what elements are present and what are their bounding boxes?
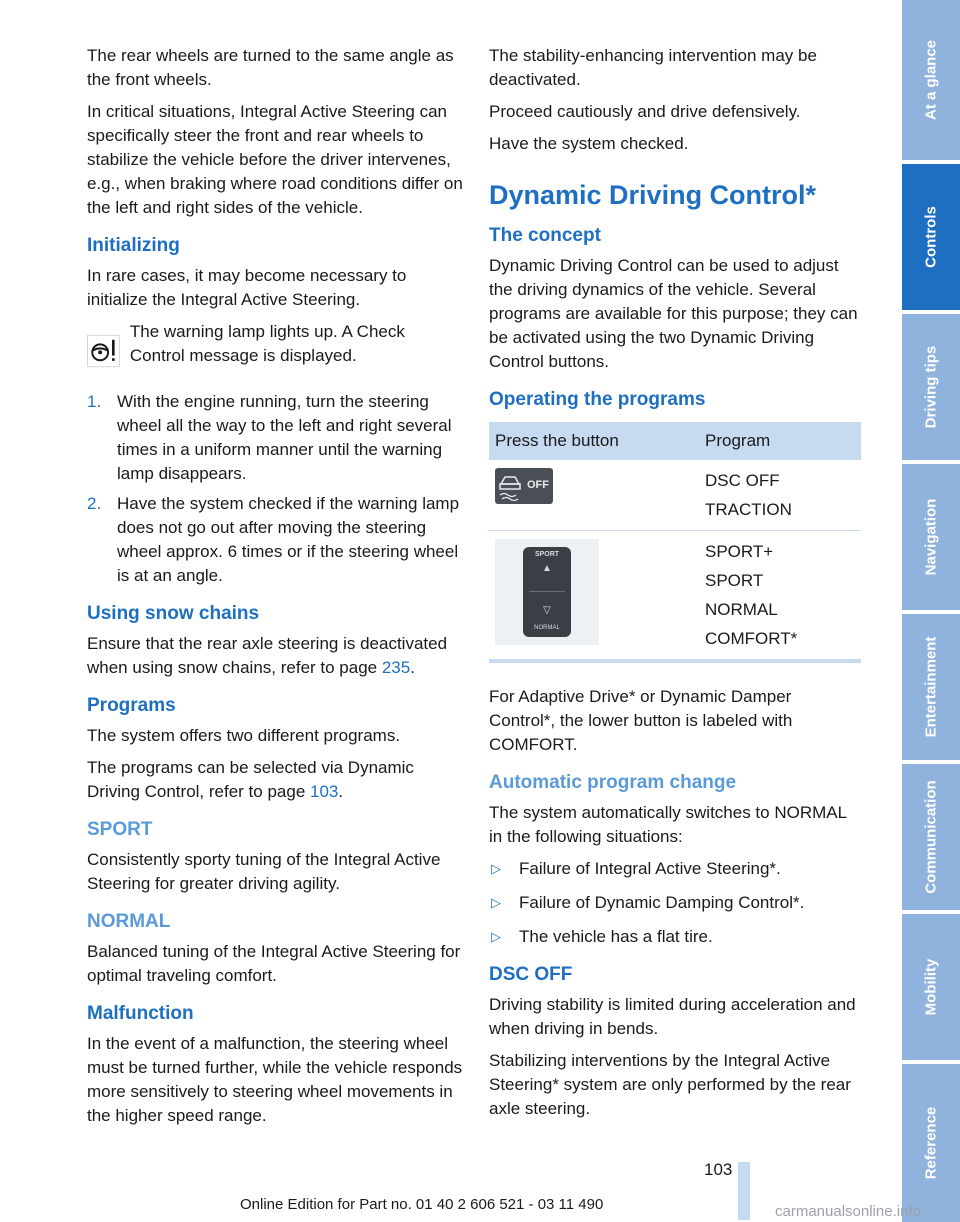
- paragraph: Balanced tuning of the Integral Active Steering for optimal traveling comfort.: [87, 942, 461, 985]
- tab-label: Navigation: [922, 498, 940, 576]
- paragraph: Driving stability is limited during acceleration and when driving in bends.: [489, 995, 856, 1038]
- tab-entertainment[interactable]: [902, 614, 960, 760]
- table-row: [489, 460, 861, 531]
- bullet-triangle-icon: ▷: [491, 861, 501, 876]
- step-text: With the engine running, turn the steering wheel all the way to the left and right several times in a uniform manner until the warning lamp disappears.: [117, 392, 452, 483]
- tab-label: Entertainment: [922, 636, 940, 738]
- heading-normal: NORMAL: [87, 911, 171, 932]
- heading-dsc-off: DSC OFF: [489, 964, 573, 985]
- arrow-up-icon: ▲: [542, 563, 552, 574]
- rocker-switch: [523, 547, 571, 637]
- paragraph: Dynamic Driving Control can be used to adjust the driving dynamics of the vehicle. Several programs are available for this purpose; they can be activated using the two Dynamic Driving Control buttons.: [489, 256, 858, 371]
- rocker-bottom-label: NORMAL: [534, 625, 560, 631]
- paragraph: The stability-enhancing intervention may be deactivated.: [489, 46, 817, 89]
- paragraph: The system offers two different programs.: [87, 726, 401, 745]
- bullet-text: Failure of Dynamic Damping Control*.: [519, 893, 805, 912]
- text: .: [338, 782, 344, 801]
- text: Ensure that the rear axle steering is deactivated when using snow chains, refer to page: [87, 634, 448, 677]
- table-cell: [489, 460, 699, 531]
- table-header-button: Press the button: [489, 422, 699, 460]
- tab-label: Controls: [922, 206, 940, 268]
- list-item: [489, 925, 861, 949]
- tab-label: At a glance: [922, 39, 940, 121]
- paragraph: Proceed cautiously and drive defensively.: [489, 102, 801, 121]
- step-number: 2.: [87, 494, 102, 513]
- bullet-list: [489, 857, 861, 949]
- paragraph: Stabilizing interventions by the Integral Active Steering* system are only performed by the rear axle steering.: [489, 1051, 851, 1118]
- program-name: DSC OFF: [705, 471, 780, 490]
- list-item: [489, 857, 861, 881]
- right-column: [489, 44, 861, 1129]
- tab-driving-tips[interactable]: [902, 314, 960, 460]
- program-name: NORMAL: [705, 600, 778, 619]
- tab-controls[interactable]: [902, 164, 960, 310]
- steering-warning-icon: [87, 326, 120, 376]
- heading-concept: The concept: [489, 225, 601, 246]
- dsc-off-button-image: [495, 468, 553, 504]
- rocker-top-label: SPORT: [534, 551, 560, 558]
- text: The programs can be selected via Dynamic Driving Control, refer to page: [87, 758, 414, 801]
- program-name: SPORT: [705, 571, 764, 590]
- tab-label: Reference: [922, 1106, 940, 1180]
- paragraph: Consistently sporty tuning of the Integral Active Steering for greater driving agility.: [87, 850, 441, 893]
- paragraph: In rare cases, it may become necessary to initialize the Integral Active Steering.: [87, 266, 407, 309]
- arrow-down-icon: ▽: [543, 605, 551, 616]
- heading-malfunction: Malfunction: [87, 1003, 194, 1024]
- heading-automatic-program-change: Automatic program change: [489, 772, 737, 793]
- program-name: COMFORT*: [705, 629, 798, 648]
- bullet-text: Failure of Integral Active Steering*.: [519, 859, 781, 878]
- warning-text: The warning lamp lights up. A Check Control message is displayed.: [129, 322, 405, 365]
- program-name: SPORT+: [705, 542, 774, 561]
- tab-label: Driving tips: [922, 345, 940, 429]
- tab-label: Communication: [922, 780, 940, 894]
- heading-sport: SPORT: [87, 819, 153, 840]
- tab-at-a-glance[interactable]: [902, 0, 960, 160]
- bullet-text: The vehicle has a flat tire.: [519, 927, 713, 946]
- paragraph: Have the system checked.: [489, 134, 689, 153]
- rocker-divider: [529, 591, 565, 592]
- text: .: [410, 658, 415, 677]
- tab-communication[interactable]: [902, 764, 960, 910]
- heading-snow-chains: Using snow chains: [87, 603, 260, 624]
- paragraph: For Adaptive Drive* or Dynamic Damper Control*, the lower button is labeled with COMFORT.: [489, 687, 793, 754]
- paragraph: In critical situations, Integral Active Steering can specifically steer the front and rear wheels to stabilize the vehicle before the driver intervenes, e.g., when braking where road conditions differ on the left and right sides of the vehicle.: [87, 102, 463, 217]
- table-cell: [489, 531, 699, 662]
- list-item: [87, 492, 463, 588]
- chapter-sidebar: [902, 0, 960, 1222]
- step-text: Have the system checked if the warning lamp does not go out after moving the steering wheel approx. 6 times or if the steering wheel is at an angle.: [117, 494, 460, 585]
- tab-mobility[interactable]: [902, 914, 960, 1060]
- paragraph: [87, 632, 463, 680]
- table-cell: [699, 460, 861, 531]
- left-column: [87, 44, 463, 1136]
- program-name: TRACTION: [705, 500, 792, 519]
- heading-dynamic-driving-control: Dynamic Driving Control*: [489, 180, 817, 210]
- page-number: 103: [704, 1160, 733, 1179]
- heading-programs: Programs: [87, 695, 176, 716]
- programs-table: [489, 422, 861, 663]
- paragraph: [87, 756, 463, 804]
- page-link-235[interactable]: 235: [381, 658, 411, 677]
- bullet-triangle-icon: ▷: [491, 929, 501, 944]
- table-header-program: Program: [699, 422, 861, 460]
- watermark-text: carmanualsonline.info: [775, 1203, 921, 1220]
- paragraph: The system automatically switches to NORMAL in the following situations:: [489, 803, 847, 846]
- tab-reference[interactable]: [902, 1064, 960, 1222]
- steps-list: [87, 390, 463, 588]
- warning-note: [87, 320, 463, 376]
- tab-navigation[interactable]: [902, 464, 960, 610]
- paragraph: The rear wheels are turned to the same angle as the front wheels.: [87, 46, 454, 89]
- tab-label: Mobility: [922, 958, 940, 1016]
- list-item: [489, 891, 861, 915]
- footer-edition-text: Online Edition for Part no. 01 40 2 606 521 - 03 11 490: [240, 1196, 604, 1213]
- page-link-103[interactable]: 103: [310, 782, 339, 801]
- sport-rocker-image: [495, 539, 599, 645]
- dsc-button-label: OFF: [527, 479, 549, 491]
- list-item: [87, 390, 463, 486]
- heading-initializing: Initializing: [87, 235, 180, 256]
- bullet-triangle-icon: ▷: [491, 895, 501, 910]
- step-number: 1.: [87, 392, 102, 411]
- table-row: [489, 531, 861, 662]
- heading-operating-programs: Operating the programs: [489, 389, 706, 410]
- table-cell: [699, 531, 861, 662]
- paragraph: In the event of a malfunction, the steering wheel must be turned further, while the vehicle responds more sensitively to steering wheel movements in the higher speed range.: [87, 1034, 463, 1125]
- page-number-bar: [738, 1162, 750, 1220]
